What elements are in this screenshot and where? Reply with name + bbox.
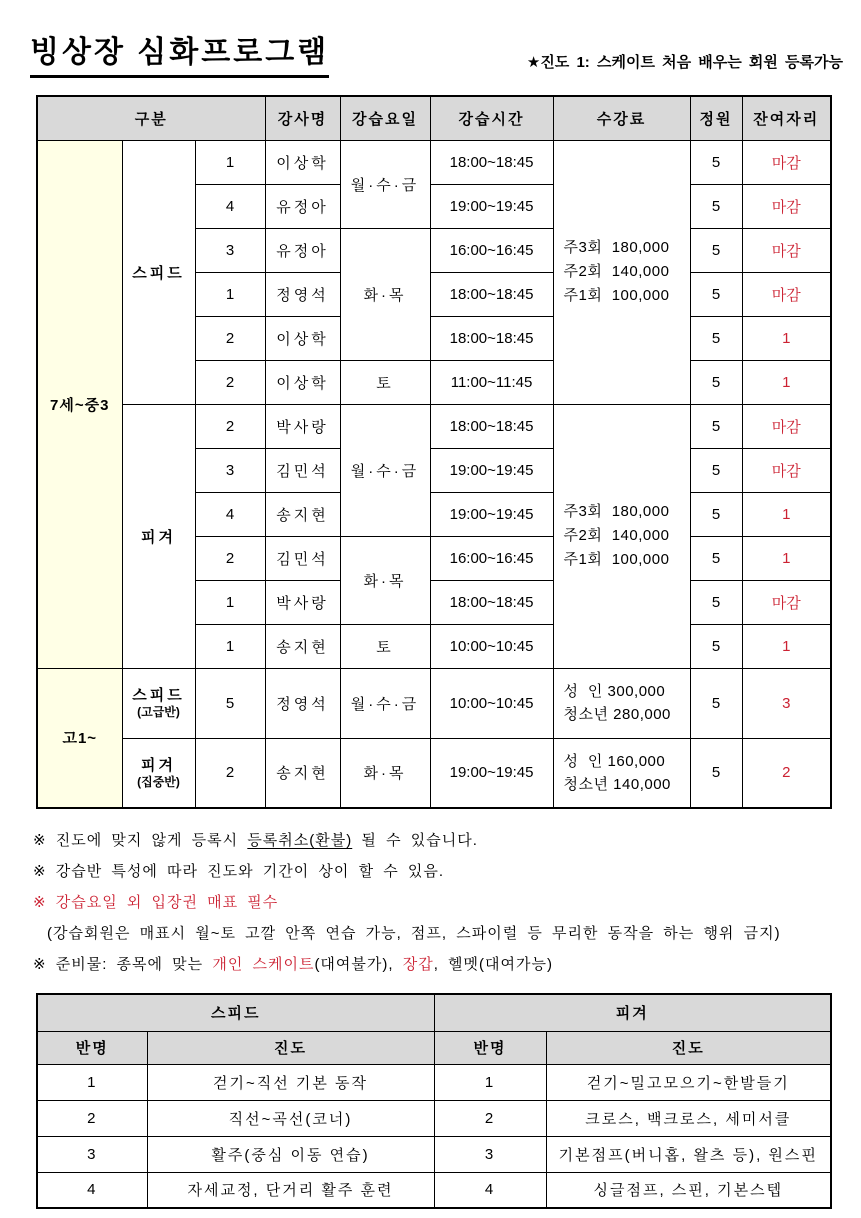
discipline-cell-figure-intensive [122, 738, 195, 808]
header-capacity: 정원 [690, 96, 742, 140]
remaining-cell: 마감 [742, 184, 831, 228]
day-cell: 화·목 [340, 738, 430, 808]
speed-progress: 활주(중심 이동 연습) [147, 1136, 434, 1172]
progress-header-speed: 스피드 [37, 994, 434, 1031]
level-cell: 4 [195, 492, 265, 536]
instructor-cell: 유정아 [265, 184, 340, 228]
discipline-label: 피겨 [141, 756, 176, 774]
figure-class-no: 1 [434, 1064, 546, 1100]
note-text: ※ 진도에 맞지 않게 등록시 [33, 832, 248, 849]
remaining-cell: 2 [742, 738, 831, 808]
capacity-cell: 5 [690, 316, 742, 360]
fee-line: 주3회 180,000 [563, 239, 670, 256]
level-cell: 2 [195, 316, 265, 360]
time-cell: 18:00~18:45 [430, 272, 553, 316]
fee-line: 주2회 140,000 [563, 527, 670, 544]
instructor-cell: 정영석 [265, 668, 340, 738]
time-cell: 18:00~18:45 [430, 140, 553, 184]
level-cell: 3 [195, 448, 265, 492]
fee-line: 주1회 100,000 [563, 287, 670, 304]
instructor-cell: 이상학 [265, 316, 340, 360]
capacity-cell: 5 [690, 536, 742, 580]
note-red-text: 개인 스케이트 [212, 956, 315, 973]
remaining-cell: 마감 [742, 140, 831, 184]
speed-class-no: 4 [37, 1172, 147, 1208]
capacity-cell: 5 [690, 404, 742, 448]
fee-line: 주1회 100,000 [563, 551, 670, 568]
instructor-cell: 송지현 [265, 492, 340, 536]
header-remaining: 잔여자리 [742, 96, 831, 140]
level-cell: 2 [195, 404, 265, 448]
discipline-sublabel: (고급반) [137, 705, 180, 719]
fee-line: 성 인 160,000 [563, 752, 666, 770]
header-progress: 진도 [546, 1031, 831, 1064]
progress-row [37, 1136, 831, 1172]
notes-section [33, 825, 861, 980]
note-text: (대여불가), [314, 956, 403, 973]
day-cell: 월·수·금 [340, 404, 430, 536]
fee-cell [553, 738, 690, 808]
progress-table [36, 993, 832, 1209]
time-cell: 11:00~11:45 [430, 360, 553, 404]
discipline-cell-figure: 피겨 [122, 404, 195, 668]
header-class-name: 반명 [434, 1031, 546, 1064]
time-cell: 18:00~18:45 [430, 404, 553, 448]
age-group-cell: 7세~중3 [37, 140, 122, 668]
table-row [37, 738, 831, 808]
figure-class-no: 3 [434, 1136, 546, 1172]
remaining-cell: 3 [742, 668, 831, 738]
remaining-cell: 마감 [742, 580, 831, 624]
time-cell: 18:00~18:45 [430, 316, 553, 360]
fee-line: 청소년 140,000 [563, 775, 671, 793]
instructor-cell: 이상학 [265, 140, 340, 184]
figure-class-no: 2 [434, 1100, 546, 1136]
header-category: 구분 [37, 96, 265, 140]
discipline-cell-speed: 스피드 [122, 140, 195, 404]
figure-progress: 싱글점프, 스핀, 기본스텝 [546, 1172, 831, 1208]
instructor-cell: 김민석 [265, 448, 340, 492]
figure-progress: 걷기~밀고모으기~한발들기 [546, 1064, 831, 1100]
fee-cell [553, 668, 690, 738]
fee-line: 주2회 140,000 [563, 263, 670, 280]
level-cell: 2 [195, 738, 265, 808]
level-cell: 3 [195, 228, 265, 272]
speed-progress: 자세교정, 단거리 활주 훈련 [147, 1172, 434, 1208]
note-red-text: 장갑 [402, 956, 434, 973]
time-cell: 19:00~19:45 [430, 184, 553, 228]
level-cell: 4 [195, 184, 265, 228]
capacity-cell: 5 [690, 624, 742, 668]
progress-header-figure: 피겨 [434, 994, 831, 1031]
level-cell: 1 [195, 272, 265, 316]
level-cell: 1 [195, 624, 265, 668]
table-row [37, 140, 831, 184]
instructor-cell: 정영석 [265, 272, 340, 316]
time-cell: 18:00~18:45 [430, 580, 553, 624]
instructor-cell: 김민석 [265, 536, 340, 580]
progress-row [37, 1172, 831, 1208]
title-row [0, 0, 861, 78]
level-cell: 1 [195, 580, 265, 624]
speed-progress: 직선~곡선(코너) [147, 1100, 434, 1136]
day-cell: 화·목 [340, 228, 430, 360]
level-cell: 2 [195, 360, 265, 404]
remaining-cell: 마감 [742, 404, 831, 448]
remaining-cell: 1 [742, 624, 831, 668]
header-progress: 진도 [147, 1031, 434, 1064]
day-cell: 토 [340, 624, 430, 668]
header-instructor: 강사명 [265, 96, 340, 140]
note-text: , 헬멧(대여가능) [433, 956, 553, 973]
fee-cell-figure [553, 404, 690, 668]
instructor-cell: 이상학 [265, 360, 340, 404]
remaining-cell: 1 [742, 492, 831, 536]
figure-class-no: 4 [434, 1172, 546, 1208]
note-class-variation: ※ 강습반 특성에 따라 진도와 기간이 상이 할 수 있음. [33, 863, 445, 880]
capacity-cell: 5 [690, 140, 742, 184]
main-schedule-table [36, 95, 832, 809]
speed-class-no: 2 [37, 1100, 147, 1136]
capacity-cell: 5 [690, 184, 742, 228]
fee-line: 주3회 180,000 [563, 503, 670, 520]
time-cell: 19:00~19:45 [430, 448, 553, 492]
note-equipment [33, 949, 861, 980]
capacity-cell: 5 [690, 580, 742, 624]
discipline-label: 스피드 [132, 687, 185, 704]
table-row [37, 404, 831, 448]
time-cell: 10:00~10:45 [430, 624, 553, 668]
instructor-cell: 송지현 [265, 738, 340, 808]
level-cell: 2 [195, 536, 265, 580]
level-cell: 1 [195, 140, 265, 184]
progress-row [37, 1064, 831, 1100]
note-registration-cancel [33, 825, 861, 856]
remaining-cell: 마감 [742, 448, 831, 492]
remaining-cell: 1 [742, 536, 831, 580]
capacity-cell: 5 [690, 360, 742, 404]
instructor-cell: 송지현 [265, 624, 340, 668]
capacity-cell: 5 [690, 228, 742, 272]
day-cell: 월·수·금 [340, 668, 430, 738]
instructor-cell: 박사랑 [265, 404, 340, 448]
header-day: 강습요일 [340, 96, 430, 140]
progress-header-row [37, 994, 831, 1031]
capacity-cell: 5 [690, 448, 742, 492]
note-text: 될 수 있습니다. [352, 832, 478, 849]
capacity-cell: 5 [690, 492, 742, 536]
day-cell: 화·목 [340, 536, 430, 624]
header-row [37, 96, 831, 140]
table-row [37, 668, 831, 738]
time-cell: 10:00~10:45 [430, 668, 553, 738]
note-ticket-required: ※ 강습요일 외 입장권 매표 필수 [33, 894, 279, 911]
time-cell: 19:00~19:45 [430, 738, 553, 808]
discipline-cell-speed-advanced [122, 668, 195, 738]
speed-progress: 걷기~직선 기본 동작 [147, 1064, 434, 1100]
capacity-cell: 5 [690, 668, 742, 738]
level1-eligibility-note: ★진도 1: 스케이트 처음 배우는 회원 등록가능 [526, 54, 843, 71]
note-underlined-text: 등록취소(환불) [247, 832, 353, 849]
fee-line: 성 인 300,000 [563, 683, 666, 700]
time-cell: 16:00~16:45 [430, 228, 553, 272]
level-cell: 5 [195, 668, 265, 738]
header-class-name: 반명 [37, 1031, 147, 1064]
remaining-cell: 마감 [742, 272, 831, 316]
capacity-cell: 5 [690, 738, 742, 808]
remaining-cell: 마감 [742, 228, 831, 272]
age-group-cell: 고1~ [37, 668, 122, 808]
figure-progress: 크로스, 백크로스, 세미서클 [546, 1100, 831, 1136]
time-cell: 16:00~16:45 [430, 536, 553, 580]
fee-line: 청소년 280,000 [563, 706, 671, 723]
note-ticket-detail: (강습회원은 매표시 월~토 고깔 안쪽 연습 가능, 점프, 스파이럴 등 무리한 동작을 하는 행위 금지) [47, 925, 781, 942]
remaining-cell: 1 [742, 360, 831, 404]
header-fee: 수강료 [553, 96, 690, 140]
speed-class-no: 1 [37, 1064, 147, 1100]
instructor-cell: 유정아 [265, 228, 340, 272]
remaining-cell: 1 [742, 316, 831, 360]
progress-row [37, 1100, 831, 1136]
time-cell: 19:00~19:45 [430, 492, 553, 536]
day-cell: 토 [340, 360, 430, 404]
progress-subheader-row [37, 1031, 831, 1064]
instructor-cell: 박사랑 [265, 580, 340, 624]
discipline-sublabel: (집중반) [137, 774, 180, 789]
speed-class-no: 3 [37, 1136, 147, 1172]
day-cell: 월·수·금 [340, 140, 430, 228]
fee-cell-speed [553, 140, 690, 404]
figure-progress: 기본점프(버니홉, 왈츠 등), 원스핀 [546, 1136, 831, 1172]
note-text: ※ 준비물: 종목에 맞는 [33, 956, 213, 973]
capacity-cell: 5 [690, 272, 742, 316]
header-time: 강습시간 [430, 96, 553, 140]
page-title: 빙상장 심화프로그램 [30, 36, 329, 78]
